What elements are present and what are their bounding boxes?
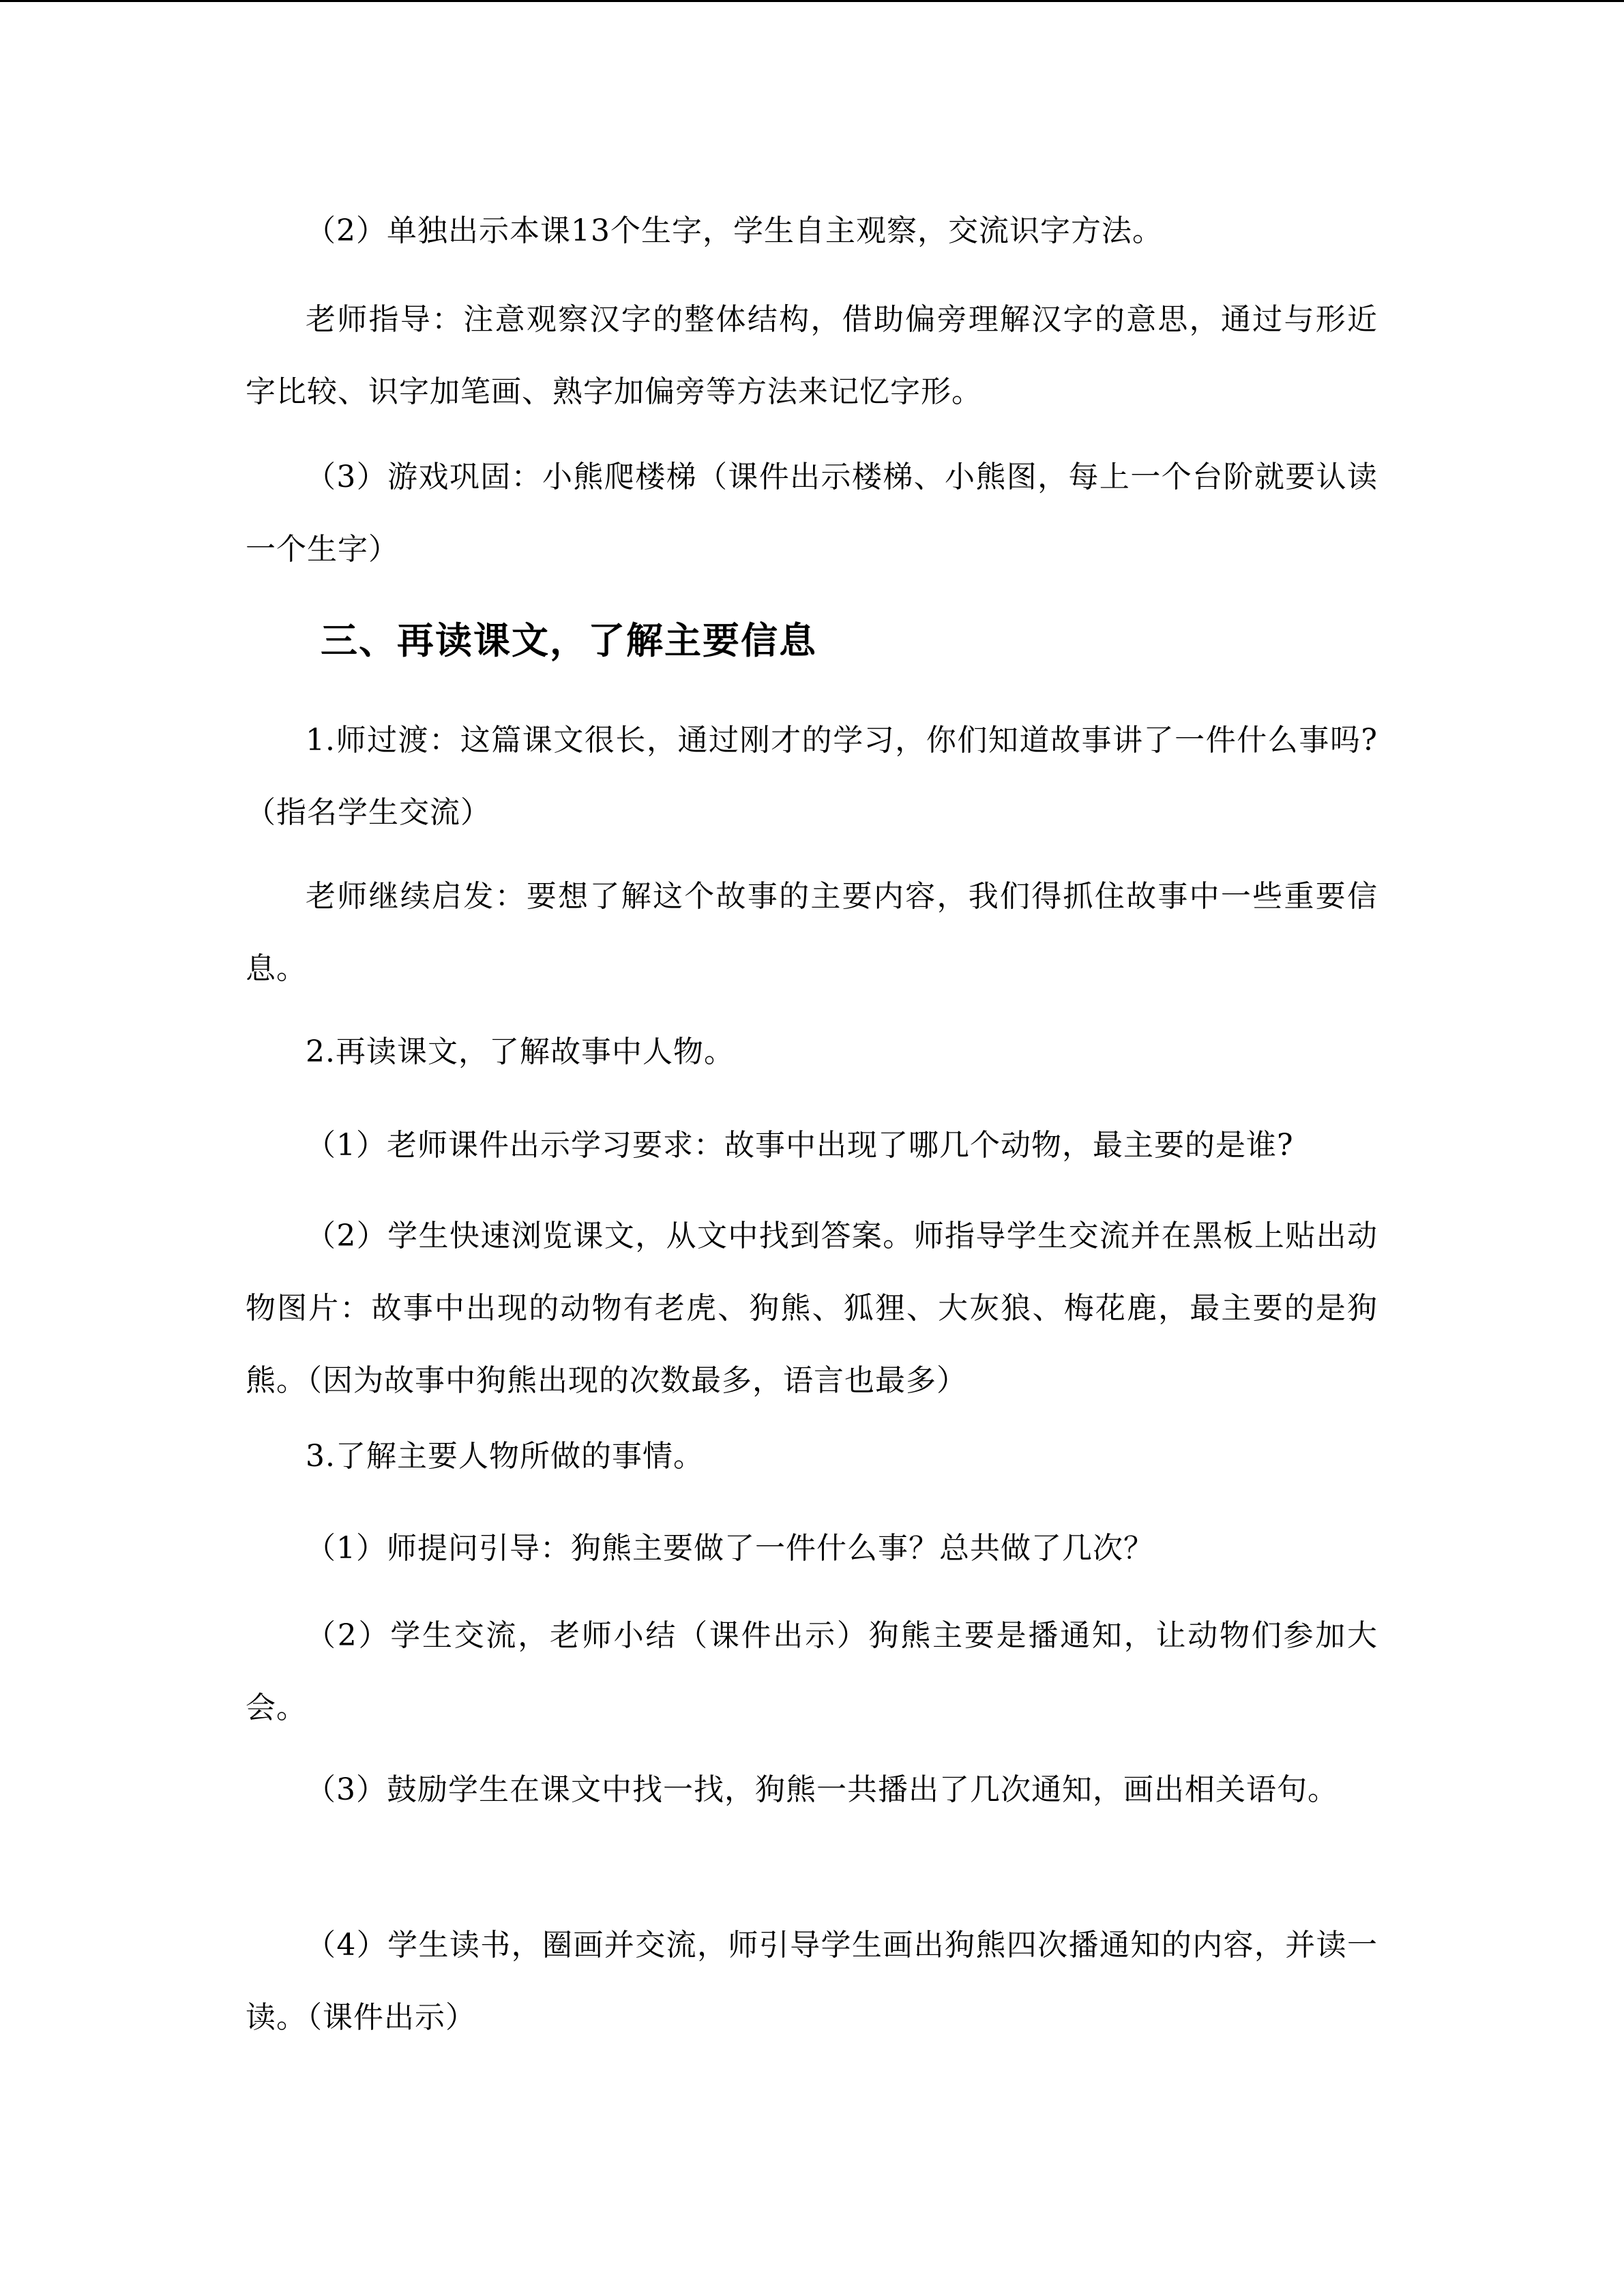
section-heading: 三、再读课文，了解主要信息 <box>321 619 817 662</box>
paragraph-teacher-guidance: 老师指导：注意观察汉字的整体结构，借助偏旁理解汉字的意思，通过与形近字比较、识字加笔画、熟字加偏旁等方法来记忆字形。 <box>246 302 1378 409</box>
paragraph-game-consolidation: （3）游戏巩固：小熊爬楼梯（课件出示楼梯、小熊图，每上一个台阶就要认读一个生字） <box>246 460 1378 567</box>
paragraph-new-characters: （2）单独出示本课13个生字，学生自主观察，交流识字方法。 <box>306 213 1163 248</box>
paragraph-browse-answer: （2）学生快速浏览课文，从文中找到答案。师指导学生交流并在黑板上贴出动物图片：故事中出现的动物有老虎、狗熊、狐狸、大灰狼、梅花鹿，最主要的是狗熊。（因为故事中狗熊出现的次数最多，语言也最多） <box>246 1219 1378 1398</box>
paragraph-find-notices: （3）鼓励学生在课文中找一找，狗熊一共播出了几次通知，画出相关语句。 <box>306 1772 1338 1807</box>
paragraph-student-exchange: （2）学生交流，老师小结（课件出示）狗熊主要是播通知，让动物们参加大会。 <box>246 1618 1378 1725</box>
paragraph-read-and-mark: （4）学生读书，圈画并交流，师引导学生画出狗熊四次播通知的内容，并读一读。（课件出示） <box>246 1928 1378 2035</box>
paragraph-learning-requirement: （1）老师课件出示学习要求：故事中出现了哪几个动物，最主要的是谁? <box>306 1128 1294 1163</box>
paragraph-main-character-actions: 3.了解主要人物所做的事情。 <box>306 1439 704 1474</box>
paragraph-reread-characters: 2.再读课文，了解故事中人物。 <box>306 1034 735 1069</box>
paragraph-teacher-inspire: 老师继续启发：要想了解这个故事的主要内容，我们得抓住故事中一些重要信息。 <box>246 879 1378 986</box>
page-top-border <box>0 0 1624 2</box>
paragraph-teacher-question: （1）师提问引导：狗熊主要做了一件什么事？总共做了几次？ <box>306 1531 1154 1566</box>
paragraph-transition: 1.师过渡：这篇课文很长，通过刚才的学习，你们知道故事讲了一件什么事吗?（指名学生交流） <box>246 723 1378 830</box>
